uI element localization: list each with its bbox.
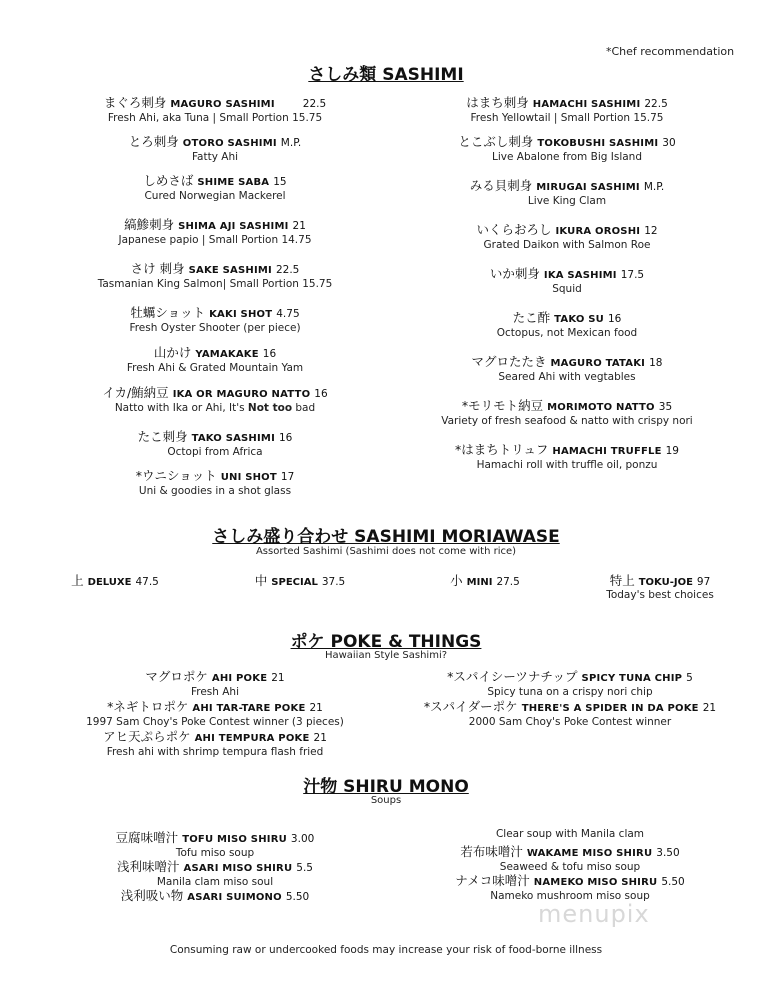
menu-item-price: 16 [607, 313, 622, 325]
menu-item-en-name: NAMEKO MISO SHIRU [533, 877, 658, 888]
menu-item-en-name: SAKE SASHIMI [188, 265, 272, 276]
moriawase-section-title: さしみ盛り合わせ SASHIMI MORIAWASE [212, 527, 560, 547]
menu-item-jp-name: しめさば [143, 173, 194, 188]
menu-item-price: 21 [271, 672, 285, 684]
menu-item [45, 727, 385, 758]
shiru-subtitle: Soups [370, 795, 402, 806]
menu-item [397, 308, 737, 339]
menu-item-price: 18 [649, 357, 663, 369]
menu-item [45, 466, 385, 497]
menu-item [397, 93, 737, 124]
menu-item-name-line [45, 93, 385, 111]
menu-item-en-name: AHI TAR-TARE POKE [192, 703, 306, 714]
menu-item [45, 857, 385, 888]
menu-item-jp-name: *モリモト納豆 [461, 398, 544, 413]
menu-item-jp-name: 豆腐味噌汁 [115, 830, 179, 845]
menu-item-description: Fresh Ahi [190, 686, 240, 698]
menu-item [45, 171, 385, 202]
menu-item-en-name: THERE'S A SPIDER IN DA POKE [521, 703, 699, 714]
menu-item-en-name: HAMACHI SASHIMI [532, 99, 641, 110]
menu-item-price: 4.75 [276, 308, 300, 320]
moriawase-tier [410, 570, 560, 589]
tier-name-line [410, 570, 560, 589]
menu-item-description: Tofu miso soup [175, 847, 255, 859]
menu-item-jp-name: 浅利味噌汁 [117, 859, 180, 874]
moriawase-tier [40, 570, 190, 589]
menu-item-en-name: KAKI SHOT [209, 309, 273, 320]
menu-item-description: Octopi from Africa [167, 446, 263, 458]
menu-item-price: 21 [702, 702, 717, 714]
menu-item [45, 93, 385, 124]
menu-item-description: Fatty Ahi [191, 151, 239, 163]
tier-price: 97 [696, 576, 711, 588]
menu-item-price: 30 [662, 137, 676, 149]
menu-item-price: 5 [686, 672, 693, 684]
menu-item-description: Fresh ahi with shrimp tempura flash fried [106, 746, 324, 758]
menu-item-jp-name: いか刺身 [489, 266, 540, 281]
menu-item-name-line [45, 215, 385, 233]
menu-item-jp-name: はまち刺身 [466, 95, 529, 110]
menu-item-en-name: MIRUGAI SASHIMI [536, 182, 640, 193]
menu-item-jp-name: *はまちトリュフ [455, 442, 549, 457]
menu-item-description: Octopus, not Mexican food [496, 327, 638, 339]
menu-item-name-line [45, 383, 385, 401]
menu-item-jp-name: *ウニショット [135, 468, 217, 483]
menu-item-name-line [397, 352, 737, 370]
menu-item-description: Live King Clam [527, 195, 607, 207]
menu-item [45, 383, 385, 414]
menu-item [45, 303, 385, 334]
menu-item-description: Japanese papio | Small Portion 14.75 [118, 234, 312, 246]
menu-item-name-line [400, 871, 740, 889]
menu-item-price: 3.50 [656, 847, 680, 859]
menu-item-name-line [397, 264, 737, 282]
menu-item-en-name: UNI SHOT [220, 472, 277, 483]
menu-item-description: Hamachi roll with truffle oil, ponzu [476, 459, 658, 471]
menu-item-jp-name: マグロたたき [471, 354, 547, 369]
menu-item-jp-name: *スパイシーツナチップ [447, 669, 578, 684]
menu-item-price: 15 [273, 176, 287, 188]
menu-item-description: Natto with Ika or Ahi, It's Not too bad [114, 402, 316, 414]
menu-item-name-line [45, 727, 385, 745]
menu-item-jp-name: まぐろ刺身 [103, 95, 167, 110]
menu-item [397, 396, 737, 427]
menu-item-en-name: SPICY TUNA CHIP [581, 673, 683, 684]
tier-name-line [585, 570, 735, 589]
menu-item-price: M.P. [280, 137, 302, 149]
menu-item-name-line [45, 343, 385, 361]
menu-item-price: 3.00 [290, 833, 315, 845]
menu-item-price: 19 [665, 445, 679, 457]
menu-item-description: Live Abalone from Big Island [492, 151, 642, 163]
menu-item-en-name: AHI TEMPURA POKE [194, 733, 310, 744]
menu-item [45, 828, 385, 859]
menu-item [45, 886, 385, 904]
menu-item-en-name: MAGURO TATAKI [550, 358, 646, 369]
menu-item-price: 16 [314, 388, 328, 400]
menu-item [395, 667, 745, 698]
menu-item-en-name: TOKOBUSHI SASHIMI [537, 138, 659, 149]
sashimi-section-title: さしみ類 SASHIMI [308, 65, 464, 85]
menu-item-price: 5.50 [661, 876, 685, 888]
menu-item-jp-name: アヒ天ぷらポケ [103, 729, 191, 744]
moriawase-tier [585, 570, 735, 601]
emphasis-text: Not too [247, 402, 293, 414]
menu-item-name-line [45, 466, 385, 484]
menu-item-price: 21 [292, 220, 306, 232]
menu-item-description: Fresh Ahi & Grated Mountain Yam [126, 362, 304, 374]
menu-item-jp-name: たこ酢 [512, 310, 551, 325]
menu-item-description: 2000 Sam Choy's Poke Contest winner [468, 716, 672, 728]
menu-item-price: 22.5 [275, 264, 300, 276]
menu-item-en-name: TAKO SASHIMI [191, 433, 275, 444]
menu-item-name-line [397, 220, 737, 238]
footer-disclaimer: Consuming raw or undercooked foods may increase your risk of food-borne illness [169, 944, 603, 956]
poke-section-title: ポケ POKE & THINGS [290, 632, 482, 652]
menu-item-price: 22.5 [302, 98, 327, 110]
menu-item-name-line [397, 93, 737, 111]
menu-item-jp-name: とろ刺身 [128, 134, 179, 149]
menu-item-name-line [397, 132, 737, 150]
menu-item [397, 264, 737, 295]
menu-item-price: 21 [309, 702, 323, 714]
menu-item-description: Variety of fresh seafood & natto with crispy nori [441, 415, 693, 427]
menu-item-description: Fresh Ahi, aka Tuna | Small Portion 15.75 [107, 112, 323, 124]
menu-item-jp-name: 浅利吸い物 [120, 888, 184, 903]
tier-name-line [225, 570, 375, 589]
menu-item-name-line [395, 697, 745, 715]
menu-item-price: 21 [313, 732, 327, 744]
menu-item [45, 132, 385, 163]
menu-item-name-line [45, 427, 385, 445]
menu-item-price: 16 [262, 348, 277, 360]
menu-item [397, 176, 737, 207]
menu-item-en-name: MORIMOTO NATTO [547, 402, 655, 413]
tier-jp-name: 上 [71, 573, 84, 588]
menu-item [45, 343, 385, 374]
tier-price: 47.5 [135, 576, 159, 588]
menu-item-price: 35 [658, 401, 673, 413]
menu-item-price: 5.5 [296, 862, 313, 874]
menu-item-en-name: ASARI SUIMONO [187, 892, 282, 903]
menu-item-en-name: YAMAKAKE [195, 349, 259, 360]
menu-item [45, 215, 385, 246]
poke-subtitle: Hawaiian Style Sashimi? [324, 650, 448, 661]
menu-item [45, 259, 385, 290]
menu-item-price: 5.50 [285, 891, 310, 903]
menu-item-name-line [45, 303, 385, 321]
tier-price: 27.5 [496, 576, 520, 588]
menu-item-price: 17 [280, 471, 295, 483]
tier-en-name: SPECIAL [271, 577, 318, 588]
menu-item-jp-name: 若布味噌汁 [460, 844, 523, 859]
menu-item-name-line [397, 440, 737, 458]
shiru-section-title: 汁物 SHIRU MONO [303, 777, 469, 797]
menu-item-jp-name: とこぶし刺身 [458, 134, 534, 149]
menu-item-name-line [397, 396, 737, 414]
menu-item-name-line [45, 171, 385, 189]
menu-item [45, 427, 385, 458]
tier-description: Today's best choices [606, 589, 714, 601]
menu-item-description: 1997 Sam Choy's Poke Contest winner (3 pieces) [86, 716, 344, 728]
menu-item-price: M.P. [643, 181, 665, 193]
tier-jp-name: 中 [254, 573, 268, 588]
menu-item-description: Nameko mushroom miso soup [490, 890, 650, 902]
menu-item-name-line [45, 697, 385, 715]
menu-item [45, 697, 385, 728]
menu-item-name-line [400, 842, 740, 860]
menu-item-jp-name: 山かけ [153, 345, 192, 360]
menu-item-name-line [45, 132, 385, 150]
menu-item-price: 17.5 [620, 269, 645, 281]
chef-recommendation-note: *Chef recommendation [606, 45, 735, 58]
menu-item-en-name: AHI POKE [211, 673, 268, 684]
menu-item [395, 697, 745, 728]
menu-item-en-name: ASARI MISO SHIRU [183, 863, 293, 874]
menu-item-en-name: IKA SASHIMI [543, 270, 617, 281]
menu-item [45, 667, 385, 698]
tier-en-name: MINI [466, 577, 493, 588]
moriawase-tier [225, 570, 375, 589]
menu-item-jp-name: 牡蠣ショット [130, 305, 206, 320]
menu-item-jp-name: 縞鯵刺身 [124, 217, 175, 232]
menu-item-jp-name: いくらおろし [476, 222, 552, 237]
menu-item-description: Uni & goodies in a shot glass [138, 485, 292, 497]
menu-item [400, 871, 740, 902]
menu-item-en-name: WAKAME MISO SHIRU [526, 848, 653, 859]
menu-item-description: Fresh Oyster Shooter (per piece) [129, 322, 301, 334]
menu-item [397, 440, 737, 471]
menu-item-name-line [397, 308, 737, 326]
menu-item-name-line [395, 667, 745, 685]
tier-price: 37.5 [321, 576, 346, 588]
menu-item [400, 842, 740, 873]
tier-en-name: DELUXE [87, 577, 132, 588]
moriawase-subtitle: Assorted Sashimi (Sashimi does not come with rice) [255, 546, 517, 557]
menu-item-jp-name: イカ/鮪納豆 [102, 385, 169, 400]
menu-item-en-name: MAGURO SASHIMI [170, 99, 275, 110]
menu-item-description: Fresh Yellowtail | Small Portion 15.75 [470, 112, 664, 124]
tier-name-line [40, 570, 190, 589]
menu-item-name-line [397, 176, 737, 194]
menu-item-en-name: TAKO SU [554, 314, 604, 325]
menu-item [397, 352, 737, 383]
tier-en-name: TOKU-JOE [638, 577, 693, 588]
menu-item-jp-name: *スパイダーポケ [423, 699, 518, 714]
menu-item-description: Cured Norwegian Mackerel [144, 190, 286, 202]
shiru-right-top-desc: Clear soup with Manila clam [495, 828, 645, 840]
tier-jp-name: 特上 [609, 573, 635, 588]
menu-item [397, 220, 737, 251]
menu-item-price: 16 [279, 432, 293, 444]
menu-item-name-line [45, 886, 385, 904]
menu-item-description: Seared Ahi with vegtables [498, 371, 636, 383]
menu-item-en-name: HAMACHI TRUFFLE [552, 446, 662, 457]
menu-item-en-name: OTORO SASHIMI [182, 138, 277, 149]
menu-item-jp-name: みる貝刺身 [469, 178, 533, 193]
menu-item-jp-name: マグロポケ [145, 669, 208, 684]
menu-item-en-name: TOFU MISO SHIRU [182, 834, 287, 845]
menu-item-en-name: IKA OR MAGURO NATTO [172, 389, 311, 400]
menu-item-price: 12 [644, 225, 658, 237]
menu-item-price: 22.5 [644, 98, 668, 110]
menu-item [397, 132, 737, 163]
menu-item-description: Spicy tuna on a crispy nori chip [487, 686, 653, 698]
tier-jp-name: 小 [450, 573, 463, 588]
menu-item-name-line [45, 667, 385, 685]
menu-item-en-name: SHIMA AJI SASHIMI [178, 221, 289, 232]
menu-item-description: Grated Daikon with Salmon Roe [483, 239, 651, 251]
menu-item-name-line [45, 857, 385, 875]
menu-item-description: Seaweed & tofu miso soup [499, 861, 641, 873]
menu-item-description: Manila clam miso soul [156, 876, 274, 888]
menu-item-jp-name: たこ刺身 [137, 429, 188, 444]
menu-item-name-line [45, 828, 385, 846]
menu-item-en-name: IKURA OROSHI [555, 226, 641, 237]
menu-item-en-name: SHIME SABA [197, 177, 270, 188]
menu-item-jp-name: ナメコ味噌汁 [455, 873, 530, 888]
menu-item-name-line [45, 259, 385, 277]
menu-item-description: Squid [552, 283, 582, 295]
menu-item-jp-name: *ネギトロポケ [107, 699, 189, 714]
menupix-watermark: menupix [538, 900, 650, 928]
menu-item-description: Tasmanian King Salmon| Small Portion 15.75 [97, 278, 333, 290]
menu-item-jp-name: さけ 刺身 [130, 261, 185, 276]
